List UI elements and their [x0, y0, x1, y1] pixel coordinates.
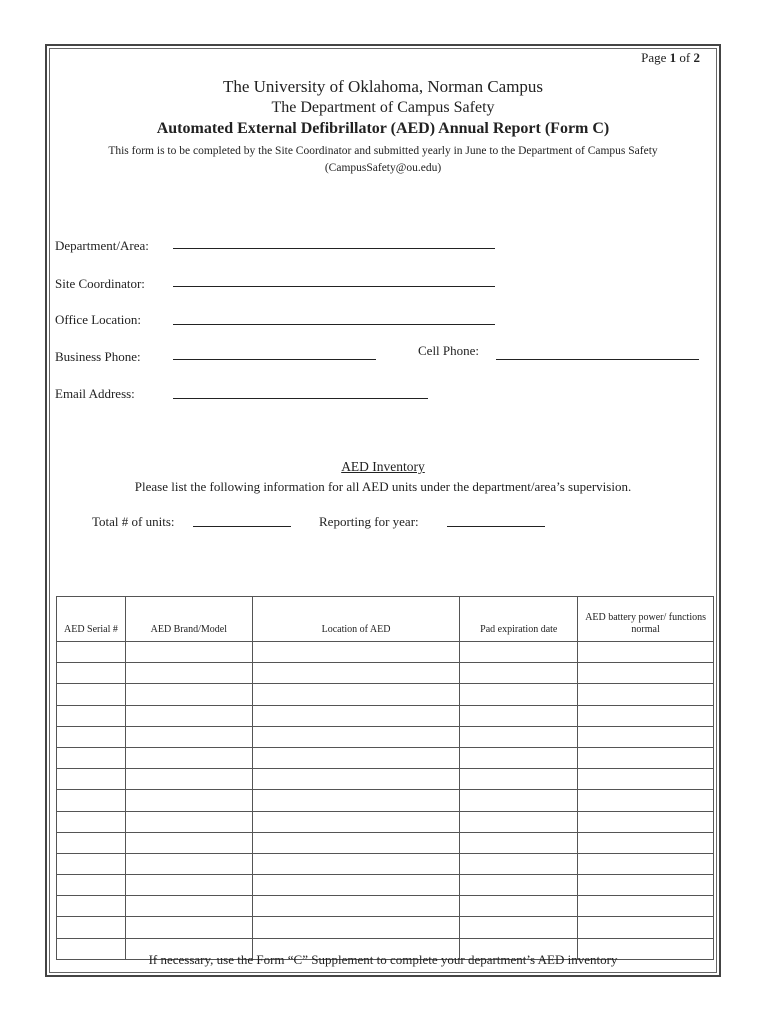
- table-cell[interactable]: [460, 917, 578, 938]
- table-cell[interactable]: [125, 832, 252, 853]
- table-cell[interactable]: [578, 663, 714, 684]
- inventory-description: Please list the following information for all AED units under the department/area’s supervision.: [134, 479, 632, 494]
- header-location: Location of AED: [252, 597, 460, 642]
- business-phone-field[interactable]: [173, 359, 376, 360]
- table-row: [57, 853, 714, 874]
- office-location-label: Office Location:: [55, 312, 142, 327]
- header-battery: AED battery power/ functions normal: [578, 597, 714, 642]
- form-title: Automated External Defibrillator (AED) Annual Report (Form C): [156, 120, 610, 137]
- table-cell[interactable]: [57, 769, 126, 790]
- table-cell[interactable]: [125, 726, 252, 747]
- site-coordinator-label: Site Coordinator:: [55, 276, 145, 291]
- table-cell[interactable]: [57, 853, 126, 874]
- header-brand-model: AED Brand/Model: [125, 597, 252, 642]
- table-cell[interactable]: [460, 705, 578, 726]
- table-cell[interactable]: [57, 642, 126, 663]
- table-cell[interactable]: [252, 747, 460, 768]
- table-cell[interactable]: [57, 832, 126, 853]
- table-cell[interactable]: [460, 726, 578, 747]
- table-cell[interactable]: [125, 663, 252, 684]
- business-phone-label: Business Phone:: [55, 349, 141, 364]
- department-title: The Department of Campus Safety: [271, 99, 495, 116]
- page-number: Page 1 of 2: [641, 50, 700, 65]
- table-cell[interactable]: [578, 642, 714, 663]
- header-serial: AED Serial #: [57, 597, 126, 642]
- email-label: Email Address:: [55, 386, 135, 401]
- table-row: [57, 726, 714, 747]
- table-cell[interactable]: [125, 705, 252, 726]
- table-cell[interactable]: [57, 726, 126, 747]
- table-cell[interactable]: [578, 747, 714, 768]
- table-cell[interactable]: [125, 875, 252, 896]
- instructions-line: This form is to be completed by the Site Coordinator and submitted yearly in June to the Department of Campus Safety: [108, 145, 658, 157]
- table-cell[interactable]: [125, 747, 252, 768]
- table-cell[interactable]: [252, 790, 460, 811]
- reporting-year-label: Reporting for year:: [319, 514, 419, 529]
- table-cell[interactable]: [578, 726, 714, 747]
- table-cell[interactable]: [57, 684, 126, 705]
- table-cell[interactable]: [578, 684, 714, 705]
- table-cell[interactable]: [57, 663, 126, 684]
- email-field[interactable]: [173, 398, 428, 399]
- table-cell[interactable]: [125, 684, 252, 705]
- table-cell[interactable]: [57, 790, 126, 811]
- form-instructions: [48, 143, 718, 177]
- reporting-year-field[interactable]: [447, 526, 545, 527]
- table-cell[interactable]: [578, 769, 714, 790]
- contact-email: (CampusSafety@ou.edu): [324, 162, 442, 174]
- table-cell[interactable]: [252, 726, 460, 747]
- table-cell[interactable]: [125, 811, 252, 832]
- table-row: [57, 896, 714, 917]
- table-row: [57, 642, 714, 663]
- table-cell[interactable]: [125, 642, 252, 663]
- table-cell[interactable]: [460, 832, 578, 853]
- table-header-row: [57, 597, 714, 642]
- table-cell[interactable]: [578, 875, 714, 896]
- table-row: [57, 747, 714, 768]
- table-cell[interactable]: [252, 769, 460, 790]
- table-cell[interactable]: [125, 790, 252, 811]
- table-cell[interactable]: [252, 832, 460, 853]
- cell-phone-field[interactable]: [496, 359, 699, 360]
- total-units-label: Total # of units:: [92, 514, 175, 529]
- table-cell[interactable]: [252, 811, 460, 832]
- table-cell[interactable]: [252, 684, 460, 705]
- table-cell[interactable]: [57, 811, 126, 832]
- table-cell[interactable]: [252, 853, 460, 874]
- table-cell[interactable]: [125, 917, 252, 938]
- table-cell[interactable]: [252, 875, 460, 896]
- table-row: [57, 811, 714, 832]
- table-cell[interactable]: [460, 853, 578, 874]
- table-row: [57, 832, 714, 853]
- table-cell[interactable]: [460, 790, 578, 811]
- table-cell[interactable]: [57, 917, 126, 938]
- table-row: [57, 663, 714, 684]
- table-row: [57, 705, 714, 726]
- total-units-field[interactable]: [193, 526, 291, 527]
- table-cell[interactable]: [125, 769, 252, 790]
- table-cell[interactable]: [252, 663, 460, 684]
- site-coordinator-field[interactable]: [173, 286, 495, 287]
- table-row: [57, 917, 714, 938]
- table-cell[interactable]: [125, 896, 252, 917]
- table-body: [57, 642, 714, 960]
- table-cell[interactable]: [578, 917, 714, 938]
- table-cell[interactable]: [125, 853, 252, 874]
- header-pad-expiration: Pad expiration date: [460, 597, 578, 642]
- table-cell[interactable]: [252, 917, 460, 938]
- table-cell[interactable]: [252, 705, 460, 726]
- table-cell[interactable]: [57, 747, 126, 768]
- table-cell[interactable]: [252, 642, 460, 663]
- table-cell[interactable]: [460, 642, 578, 663]
- aed-inventory-table: [56, 596, 714, 960]
- table-cell[interactable]: [460, 875, 578, 896]
- table-cell[interactable]: [460, 769, 578, 790]
- footer-note: If necessary, use the Form “C” Supplement to complete your department’s AED inventory: [148, 952, 618, 967]
- table-cell[interactable]: [578, 853, 714, 874]
- table-row: [57, 875, 714, 896]
- table-cell[interactable]: [57, 875, 126, 896]
- university-title: The University of Oklahoma, Norman Campus: [222, 77, 544, 96]
- table-cell[interactable]: [252, 896, 460, 917]
- table-row: [57, 684, 714, 705]
- table-cell[interactable]: [578, 811, 714, 832]
- table-row: [57, 790, 714, 811]
- table-cell[interactable]: [578, 790, 714, 811]
- table-cell[interactable]: [460, 747, 578, 768]
- office-location-field[interactable]: [173, 324, 495, 325]
- table-cell[interactable]: [460, 663, 578, 684]
- table-cell[interactable]: [57, 896, 126, 917]
- inventory-title: AED Inventory: [341, 459, 425, 474]
- table-row: [57, 769, 714, 790]
- table-cell[interactable]: [460, 811, 578, 832]
- department-field[interactable]: [173, 248, 495, 249]
- table-cell[interactable]: [460, 896, 578, 917]
- table-cell[interactable]: [57, 705, 126, 726]
- table-cell[interactable]: [578, 705, 714, 726]
- table-cell[interactable]: [460, 684, 578, 705]
- cell-phone-label: Cell Phone:: [418, 343, 480, 358]
- department-label: Department/Area:: [55, 238, 149, 253]
- table-cell[interactable]: [578, 832, 714, 853]
- table-cell[interactable]: [578, 896, 714, 917]
